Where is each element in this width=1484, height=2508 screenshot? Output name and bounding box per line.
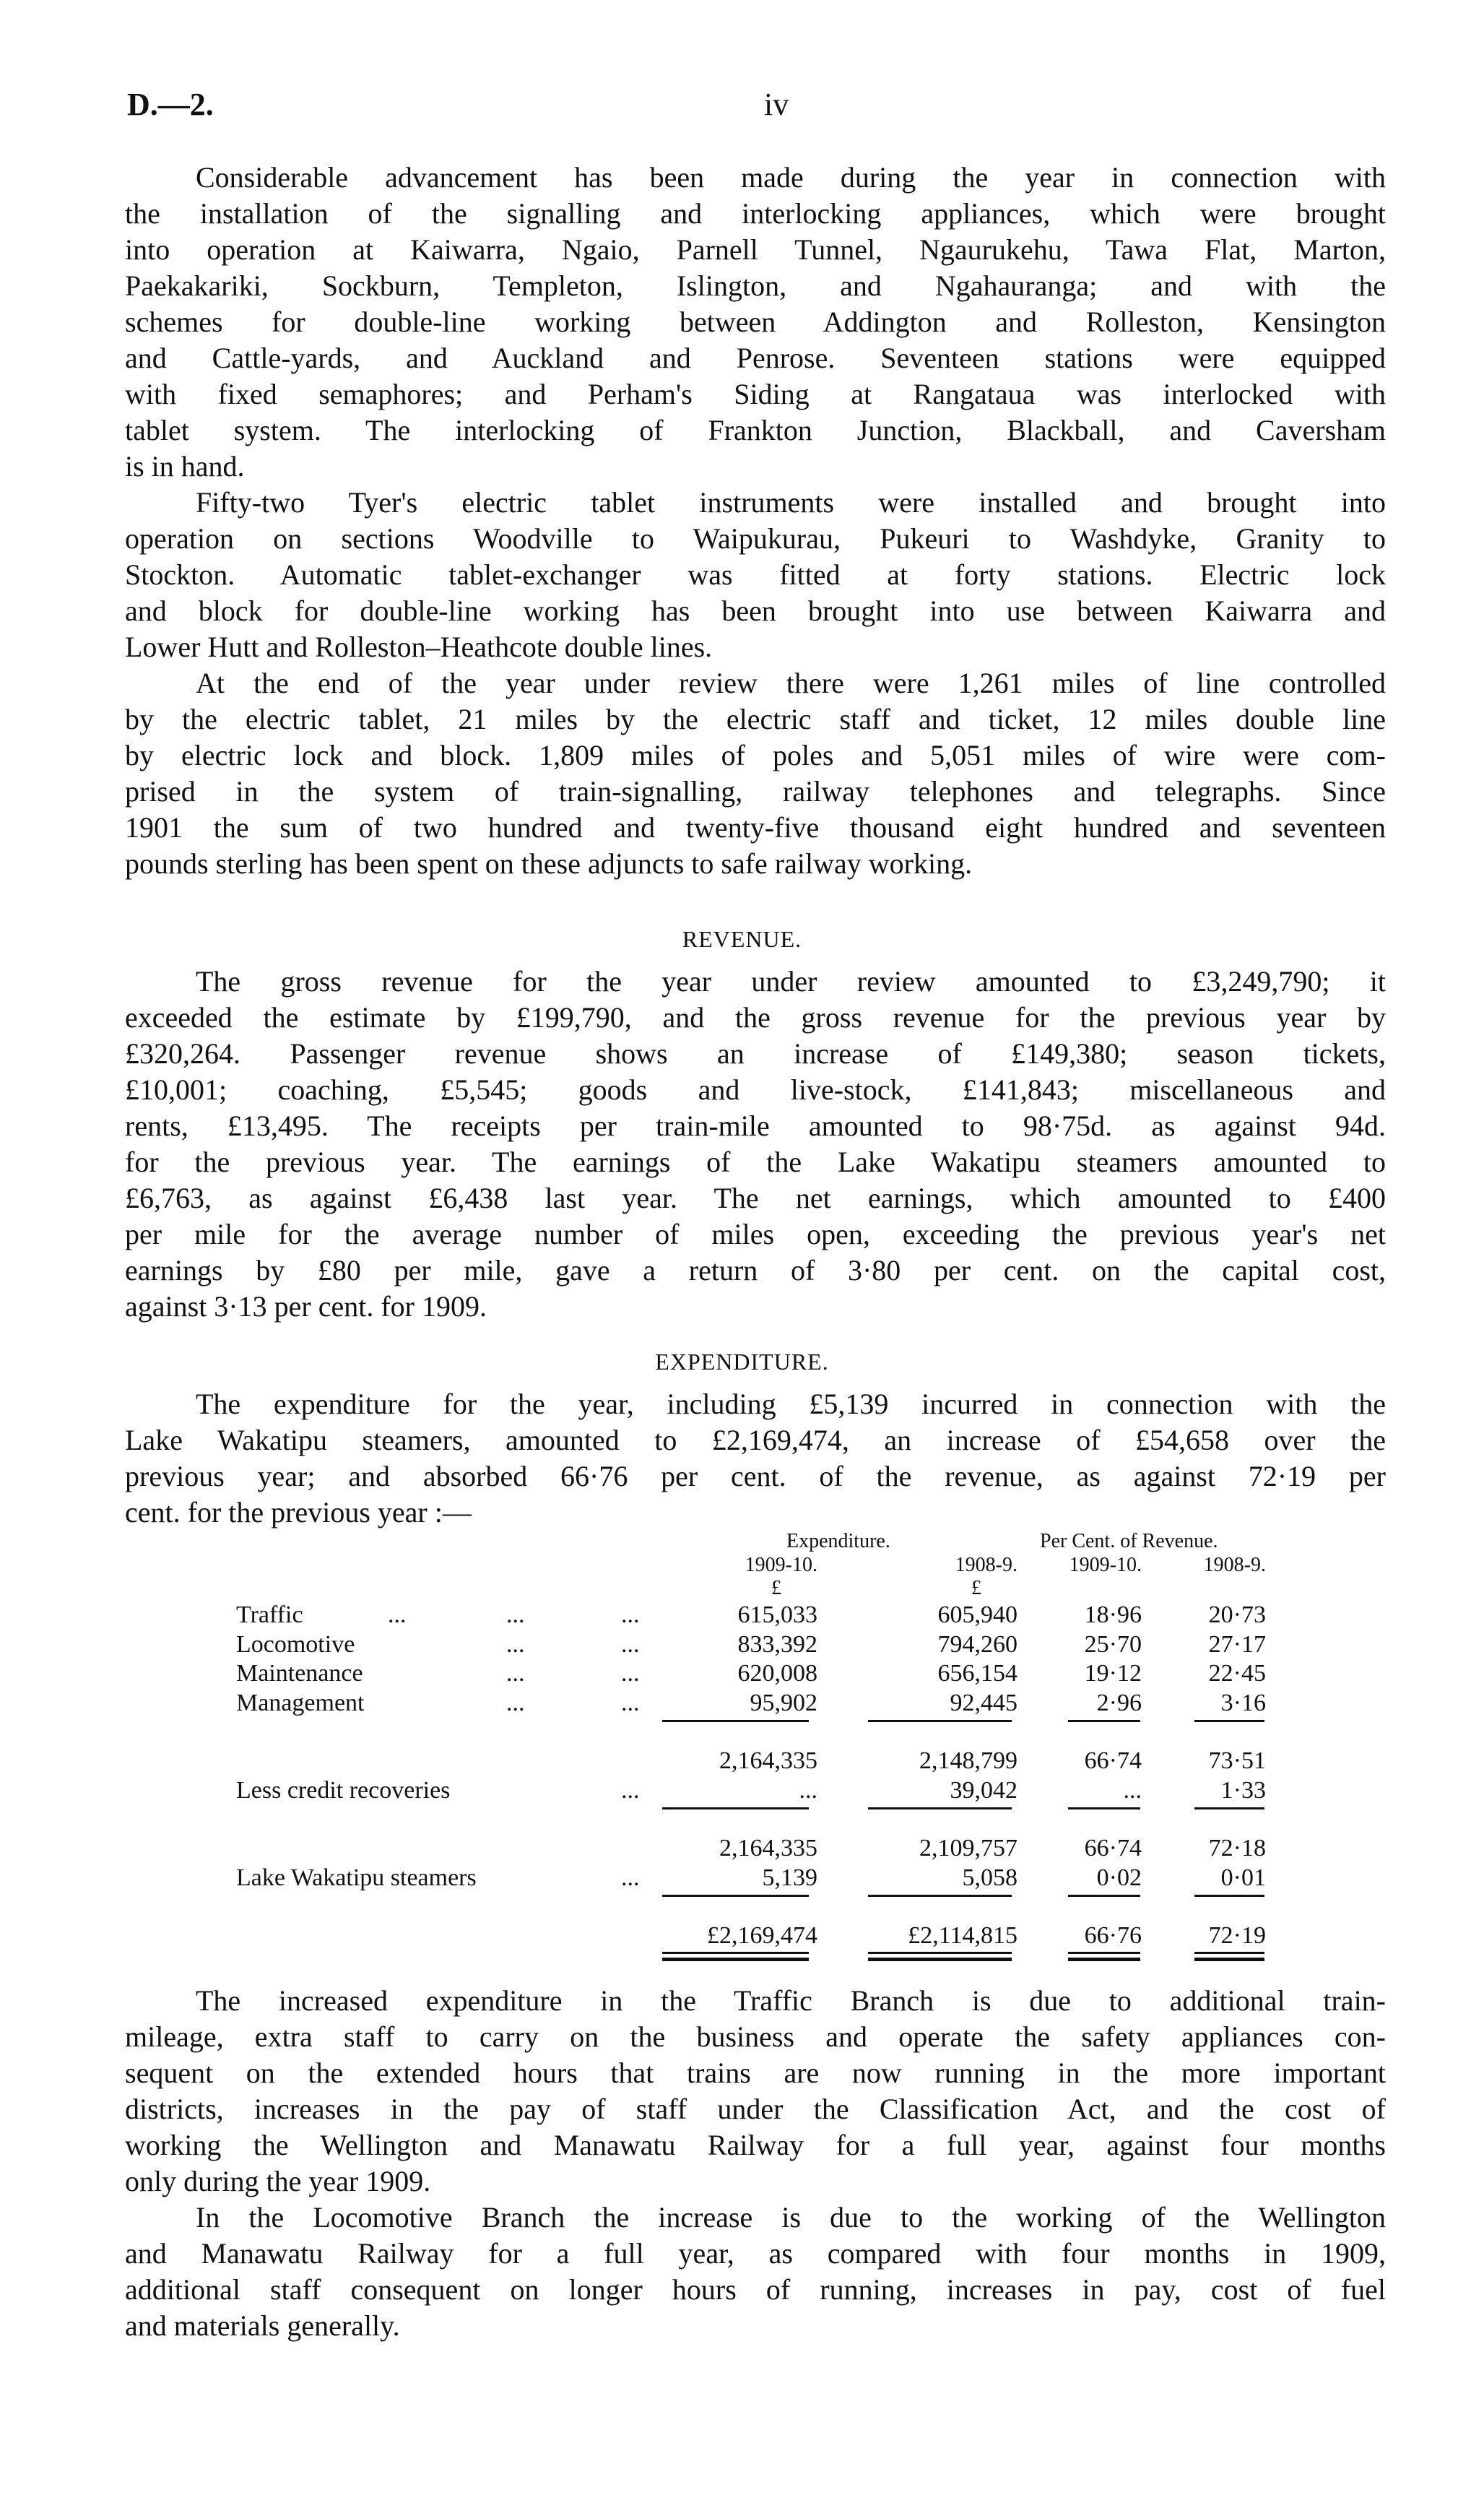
text-line: Fifty-two Tyer's electric tablet instruments were installed and brought into — [196, 486, 1386, 519]
text-line: previous year; and absorbed 66·76 per cent. of the revenue, as against 72·19 per — [125, 1460, 1386, 1492]
percent-1909-10-cell: 66·74 — [1084, 1747, 1142, 1774]
text-line: by the electric tablet, 21 miles by the electric staff and ticket, 12 miles double line — [125, 703, 1386, 735]
text-line: the installation of the signalling and interlocking appliances, which were brought — [125, 197, 1386, 230]
text-line: exceeded the estimate by £199,790, and the gross revenue for the previous year by — [125, 1001, 1386, 1034]
expenditure-1909-10-cell: 615,033 — [737, 1601, 817, 1628]
leader-dots: ... — [506, 1601, 525, 1628]
expenditure-1909-10-cell: 620,008 — [737, 1660, 817, 1687]
table-double-rule — [1194, 1952, 1264, 1961]
row-label: Locomotive — [236, 1630, 355, 1658]
expenditure-section — [125, 1386, 1386, 1531]
expenditure-heading: EXPENDITURE. — [655, 1349, 829, 1375]
currency-symbol: £ — [971, 1577, 981, 1599]
text-line: tablet system. The interlocking of Frankton Junction, Blackball, and Caversham — [125, 414, 1386, 446]
percent-1909-10-cell: ... — [1123, 1776, 1142, 1804]
table-row — [0, 1833, 1484, 1863]
expenditure-1908-9-cell: 2,109,757 — [919, 1835, 1017, 1861]
text-line: Lake Wakatipu steamers, amounted to £2,169,474, an increase of £54,658 over the — [125, 1424, 1386, 1456]
text-line: The gross revenue for the year under review amounted to £3,249,790; it — [196, 965, 1386, 998]
text-line: per mile for the average number of miles open, exceeding the previous year's net — [125, 1218, 1386, 1250]
leader-dots: ... — [506, 1660, 525, 1687]
expenditure-1908-9-cell: 39,042 — [950, 1776, 1017, 1804]
text-line: £6,763, as against £6,438 last year. The net earnings, which amounted to £400 — [125, 1182, 1386, 1214]
table-double-rule — [662, 1952, 809, 1961]
expenditure-1909-10-cell: 833,392 — [737, 1630, 817, 1658]
text-line: Stockton. Automatic tablet-exchanger was fitted at forty stations. Electric lock — [125, 558, 1386, 591]
year-header: 1908-9. — [1203, 1554, 1266, 1576]
table-row — [0, 1600, 1484, 1630]
table-row — [0, 1776, 1484, 1805]
table-rule — [868, 1720, 1012, 1722]
expenditure-1908-9-cell: 92,445 — [950, 1689, 1017, 1716]
paragraph — [125, 2200, 1386, 2344]
expenditure-1908-9-cell: 5,058 — [962, 1864, 1017, 1891]
percent-1908-9-cell: 22·45 — [1208, 1660, 1266, 1687]
leader-dots: ... — [621, 1660, 640, 1687]
expenditure-1908-9-cell: £2,114,815 — [908, 1922, 1017, 1949]
year-header: 1909-10. — [745, 1554, 817, 1576]
percent-1909-10-cell: 66·76 — [1084, 1922, 1142, 1949]
table-rule — [662, 1720, 809, 1722]
intro-section — [125, 160, 1386, 882]
text-line: by electric lock and block. 1,809 miles of poles and 5,051 miles of wire were com- — [125, 739, 1386, 771]
text-line: into operation at Kaiwarra, Ngaio, Parnell Tunnel, Ngaurukehu, Tawa Flat, Marton, — [125, 233, 1386, 266]
percent-1908-9-cell: 72·18 — [1208, 1835, 1266, 1861]
paragraph — [125, 160, 1386, 485]
document-id: D.—2. — [127, 87, 214, 122]
expenditure-1909-10-cell: 5,139 — [762, 1864, 817, 1891]
percent-1908-9-cell: 20·73 — [1208, 1601, 1266, 1628]
text-line: against 3·13 per cent. for 1909. — [125, 1290, 487, 1323]
text-line: £320,264. Passenger revenue shows an increase of £149,380; season tickets, — [125, 1037, 1386, 1070]
row-label: Management — [236, 1689, 365, 1716]
table-rule — [1068, 1895, 1140, 1897]
text-line: earnings by £80 per mile, gave a return of 3·80 per cent. on the capital cost, — [125, 1254, 1386, 1287]
expenditure-1909-10-cell: 95,902 — [750, 1689, 817, 1716]
expenditure-1908-9-cell: 605,940 — [937, 1601, 1017, 1628]
leader-dots: ... — [506, 1689, 525, 1716]
percent-1909-10-cell: 66·74 — [1084, 1835, 1142, 1861]
table-row — [0, 1746, 1484, 1776]
row-label: Lake Wakatipu steamers — [236, 1864, 477, 1891]
text-line: only during the year 1909. — [125, 2165, 431, 2197]
leader-dots: ... — [621, 1776, 640, 1804]
text-line: The increased expenditure in the Traffic Branch is due to additional train- — [196, 1984, 1386, 2017]
paragraph — [125, 485, 1386, 665]
table-rule — [1068, 1807, 1140, 1809]
row-label: Maintenance — [236, 1660, 363, 1687]
percent-1908-9-cell: 3·16 — [1220, 1689, 1266, 1716]
percent-1908-9-cell: 72·19 — [1208, 1922, 1266, 1949]
table-rule — [1068, 1720, 1140, 1722]
table-rule — [662, 1807, 809, 1809]
table-row — [0, 1863, 1484, 1893]
percent-1908-9-cell: 0·01 — [1220, 1864, 1266, 1891]
paragraph — [125, 964, 1386, 1325]
percent-1909-10-cell: 18·96 — [1084, 1601, 1142, 1628]
text-line: sequent on the extended hours that trains are now running in the more important — [125, 2057, 1386, 2089]
table-rule — [868, 1895, 1012, 1897]
text-line: Lower Hutt and Rolleston–Heathcote double lines. — [125, 631, 713, 663]
table-row — [0, 1630, 1484, 1659]
per-cent-group-header: Per Cent. of Revenue. — [1040, 1530, 1218, 1552]
text-line: mileage, extra staff to carry on the business and operate the safety appliances con- — [125, 2020, 1386, 2053]
leader-dots: ... — [506, 1630, 525, 1658]
leader-dots: ... — [621, 1689, 640, 1716]
expenditure-1909-10-cell: ... — [799, 1776, 817, 1804]
text-line: districts, increases in the pay of staff under the Classification Act, and the cost of — [125, 2093, 1386, 2125]
expenditure-1909-10-cell: 2,164,335 — [719, 1835, 817, 1861]
currency-symbol: £ — [771, 1577, 781, 1599]
text-line: At the end of the year under review there were 1,261 miles of line controlled — [196, 667, 1386, 699]
text-line: prised in the system of train-signalling, railway telephones and telegraphs. Since — [125, 775, 1386, 808]
paragraph — [125, 1386, 1386, 1531]
leader-dots: ... — [621, 1601, 640, 1628]
leader-dots: ... — [621, 1864, 640, 1891]
leader-dots: ... — [621, 1630, 640, 1658]
text-line: The expenditure for the year, including £5,139 incurred in connection with the — [196, 1388, 1386, 1420]
text-line: schemes for double-line working between Addington and Rolleston, Kensington — [125, 306, 1386, 338]
percent-1908-9-cell: 73·51 — [1208, 1747, 1266, 1774]
percent-1908-9-cell: 1·33 — [1220, 1776, 1266, 1804]
percent-1909-10-cell: 19·12 — [1084, 1660, 1142, 1687]
table-rule — [1194, 1807, 1264, 1809]
percent-1908-9-cell: 27·17 — [1208, 1630, 1266, 1658]
text-line: and Manawatu Railway for a full year, as compared with four months in 1909, — [125, 2237, 1386, 2270]
text-line: and materials generally. — [125, 2309, 400, 2342]
paragraph — [125, 665, 1386, 882]
text-line: Paekakariki, Sockburn, Templeton, Islington, and Ngahauranga; and with the — [125, 269, 1386, 302]
page-number: iv — [764, 87, 789, 122]
leader-dots: ... — [388, 1601, 407, 1628]
closing-section — [125, 1983, 1386, 2344]
paragraph — [125, 1983, 1386, 2200]
text-line: additional staff consequent on longer hours of running, increases in pay, cost of fuel — [125, 2273, 1386, 2306]
expenditure-1908-9-cell: 2,148,799 — [919, 1747, 1017, 1774]
table-rule — [868, 1807, 1012, 1809]
text-line: and block for double-line working has been brought into use between Kaiwarra and — [125, 594, 1386, 627]
table-double-rule — [1068, 1952, 1140, 1961]
percent-1909-10-cell: 25·70 — [1084, 1630, 1142, 1658]
table-row — [0, 1688, 1484, 1718]
revenue-section — [125, 964, 1386, 1325]
text-line: for the previous year. The earnings of the Lake Wakatipu steamers amounted to — [125, 1146, 1386, 1178]
text-line: and Cattle-yards, and Auckland and Penrose. Seventeen stations were equipped — [125, 342, 1386, 374]
row-label: Traffic — [236, 1601, 303, 1628]
text-line: with fixed semaphores; and Perham's Siding at Rangataua was interlocked with — [125, 378, 1386, 410]
text-line: Considerable advancement has been made during the year in connection with — [196, 161, 1386, 194]
table-row — [0, 1659, 1484, 1688]
text-line: 1901 the sum of two hundred and twenty-five thousand eight hundred and seventeen — [125, 811, 1386, 844]
text-line: is in hand. — [125, 450, 245, 483]
table-rule — [662, 1895, 809, 1897]
expenditure-group-header: Expenditure. — [786, 1530, 890, 1552]
table-rule — [1194, 1720, 1264, 1722]
table-row — [0, 1921, 1484, 1950]
year-header: 1909-10. — [1069, 1554, 1142, 1576]
text-line: working the Wellington and Manawatu Railway for a full year, against four months — [125, 2129, 1386, 2161]
expenditure-1909-10-cell: 2,164,335 — [719, 1747, 817, 1774]
text-line: In the Locomotive Branch the increase is due to the working of the Wellington — [196, 2201, 1386, 2234]
revenue-heading: REVENUE. — [682, 926, 802, 952]
text-line: cent. for the previous year :— — [125, 1496, 472, 1528]
percent-1909-10-cell: 0·02 — [1096, 1864, 1142, 1891]
text-line: operation on sections Woodville to Waipukurau, Pukeuri to Washdyke, Granity to — [125, 522, 1386, 555]
expenditure-1908-9-cell: 656,154 — [937, 1660, 1017, 1687]
percent-1909-10-cell: 2·96 — [1096, 1689, 1142, 1716]
table-rule — [1194, 1895, 1264, 1897]
row-label: Less credit recoveries — [236, 1776, 451, 1804]
expenditure-1908-9-cell: 794,260 — [937, 1630, 1017, 1658]
expenditure-1909-10-cell: £2,169,474 — [707, 1922, 817, 1949]
year-header: 1908-9. — [955, 1554, 1017, 1576]
table-double-rule — [868, 1952, 1012, 1961]
text-line: pounds sterling has been spent on these adjuncts to safe railway working. — [125, 847, 973, 880]
text-line: £10,001; coaching, £5,545; goods and live-stock, £141,843; miscellaneous and — [125, 1073, 1386, 1106]
text-line: rents, £13,495. The receipts per train-mile amounted to 98·75d. as against 94d. — [125, 1110, 1386, 1142]
